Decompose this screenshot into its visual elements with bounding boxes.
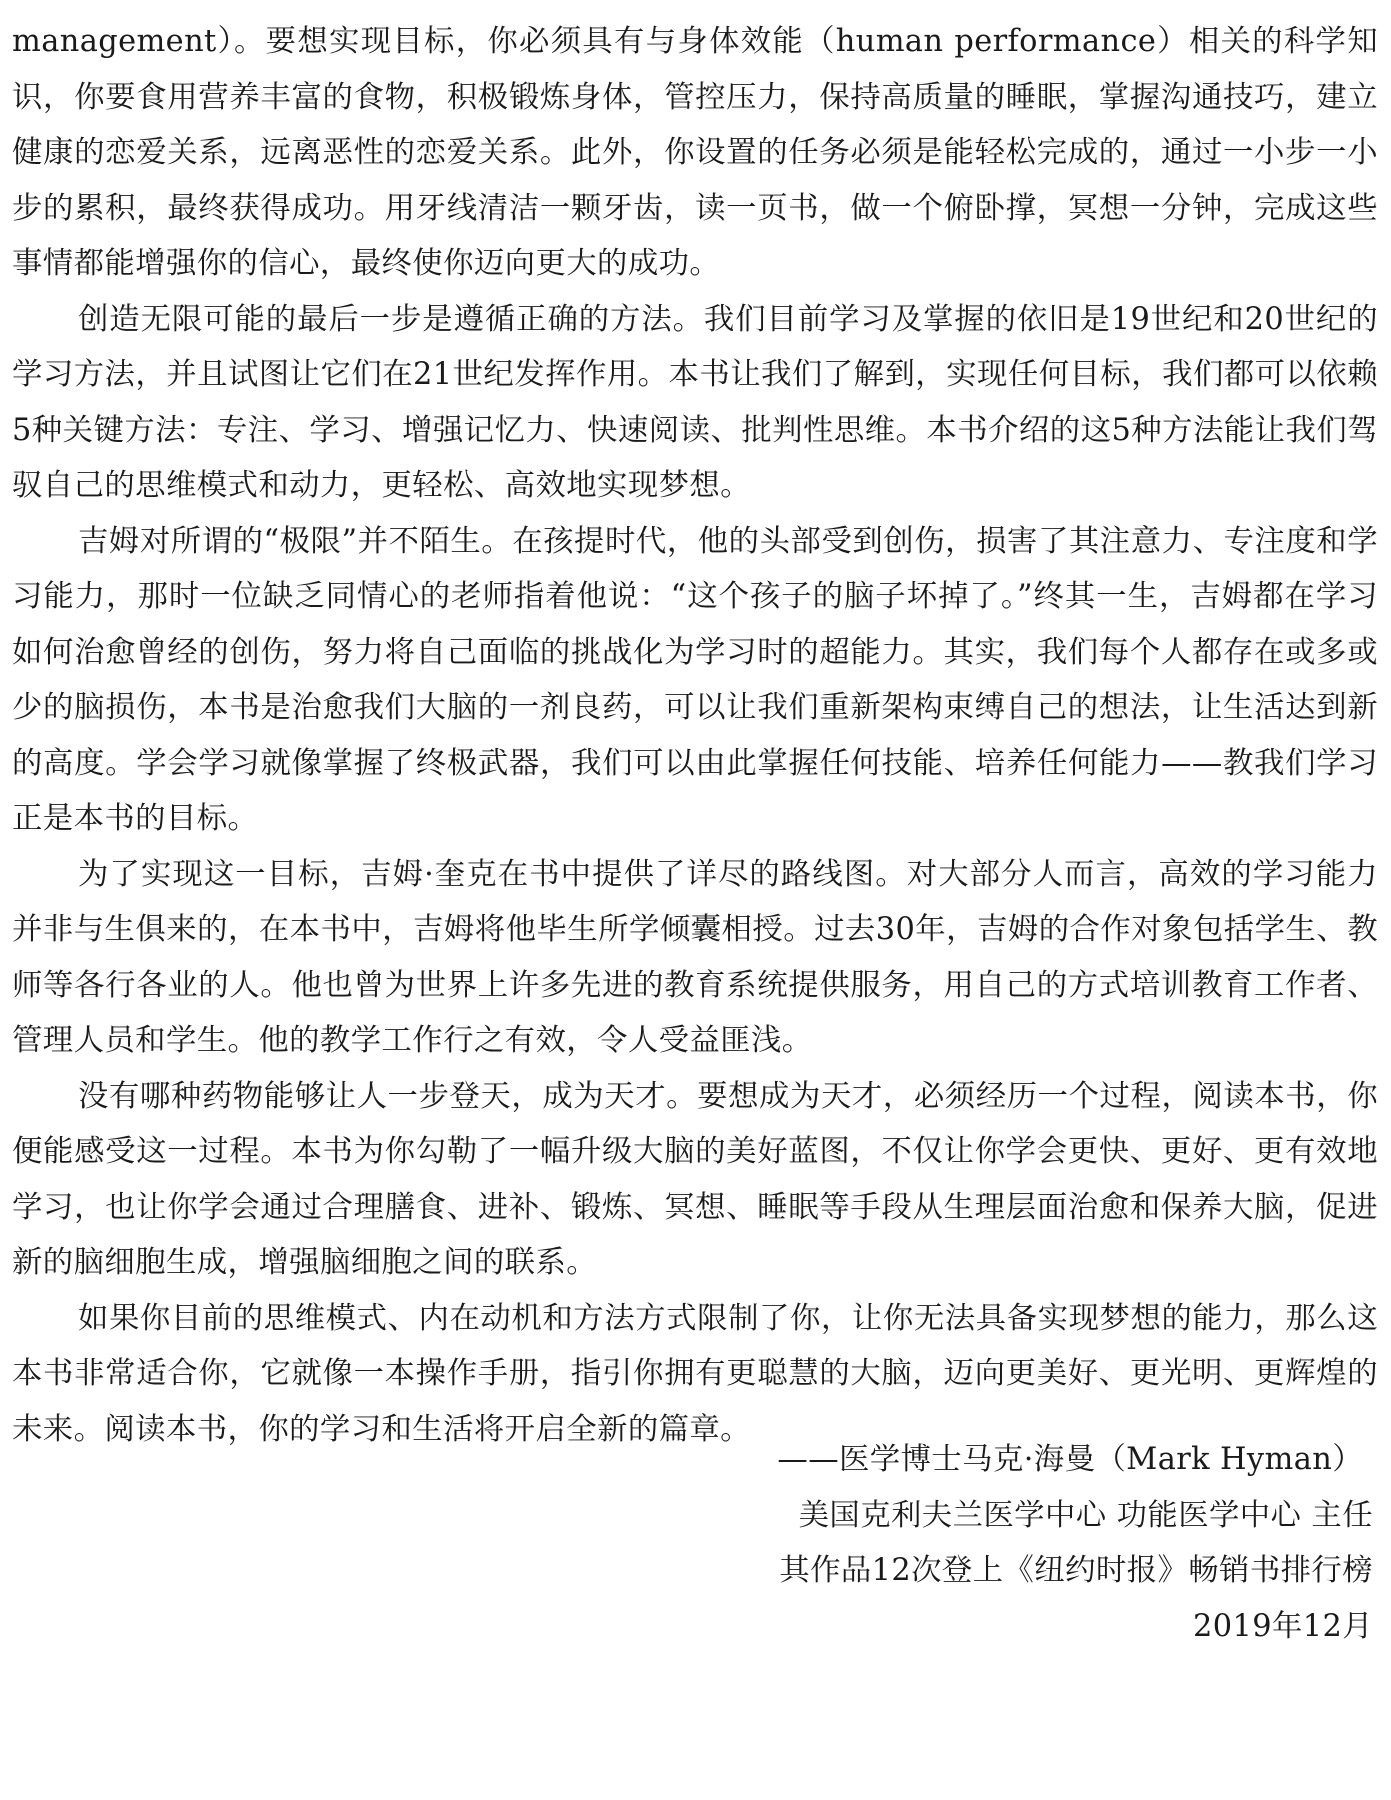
signature-date: 2019年12月 xyxy=(1193,1608,1373,1644)
signature-achievement: 其作品12次登上《纽约时报》畅销书排行榜 xyxy=(779,1553,1373,1588)
paragraph-roadmap: 为了实现这一目标，吉姆·奎克在书中提供了详尽的路线图。对大部分人而言，高效的学习能力并非与生俱来的，在本书中，吉姆将他毕生所学倾囊相授。过去30年，吉姆的合作对象包括学生、教师等各行各业的人。他也曾为世界上许多先进的教育系统提供服务，用自己的方式培训教育工作者、管理人员和学生。他的教学工作行之有效，令人受益匪浅。 xyxy=(12,856,1378,1058)
author-signature xyxy=(777,1432,1373,1654)
paragraph-genius: 没有哪种药物能够让人一步登天，成为天才。要想成为天才，必须经历一个过程，阅读本书，你便能感受这一过程。本书为你勾勒了一幅升级大脑的美好蓝图，不仅让你学会更快、更好、更有效地学习，也让你学会通过合理膳食、进补、锻炼、冥想、睡眠等手段从生理层面治愈和保养大脑，促进新的脑细胞生成，增强脑细胞之间的联系。 xyxy=(12,1078,1378,1280)
foreword-body xyxy=(12,14,1378,1457)
paragraph-limits: 吉姆对所谓的“极限”并不陌生。在孩提时代，他的头部受到创伤，损害了其注意力、专注度和学习能力，那时一位缺乏同情心的老师指着他说：“这个孩子的脑子坏掉了。”终其一生，吉姆都在学习如何治愈曾经的创伤，努力将自己面临的挑战化为学习时的超能力。其实，我们每个人都存在或多或少的脑损伤，本书是治愈我们大脑的一剂良药，可以让我们重新架构束缚自己的想法，让生活达到新的高度。学会学习就像掌握了终极武器，我们可以由此掌握任何技能、培养任何能力——教我们学习正是本书的目标。 xyxy=(12,523,1378,836)
paragraph-continuation: management）。要想实现目标，你必须具有与身体效能（human performance）相关的科学知识，你要食用营养丰富的食物，积极锻炼身体，管控压力，保持高质量的睡眠，掌握沟通技巧，建立健康的恋爱关系，远离恶性的恋爱关系。此外，你设置的任务必须是能轻松完成的，通过一小步一小步的累积，最终获得成功。用牙线清洁一颗牙齿，读一页书，做一个俯卧撑，冥想一分钟，完成这些事情都能增强你的信心，最终使你迈向更大的成功。 xyxy=(12,24,1378,281)
paragraph-conclusion: 如果你目前的思维模式、内在动机和方法方式限制了你，让你无法具备实现梦想的能力，那么这本书非常适合你，它就像一本操作手册，指引你拥有更聪慧的大脑，迈向更美好、更光明、更辉煌的未来。阅读本书，你的学习和生活将开启全新的篇章。 xyxy=(12,1300,1378,1447)
paragraph-methods: 创造无限可能的最后一步是遵循正确的方法。我们目前学习及掌握的依旧是19世纪和20世纪的学习方法，并且试图让它们在21世纪发挥作用。本书让我们了解到，实现任何目标，我们都可以依赖5种关键方法：专注、学习、增强记忆力、快速阅读、批判性思维。本书介绍的这5种方法能让我们驾驭自己的思维模式和动力，更轻松、高效地实现梦想。 xyxy=(12,301,1378,503)
signature-name: ——医学博士马克·海曼（Mark Hyman） xyxy=(777,1442,1363,1477)
signature-title: 美国克利夫兰医学中心 功能医学中心 主任 xyxy=(798,1497,1373,1533)
